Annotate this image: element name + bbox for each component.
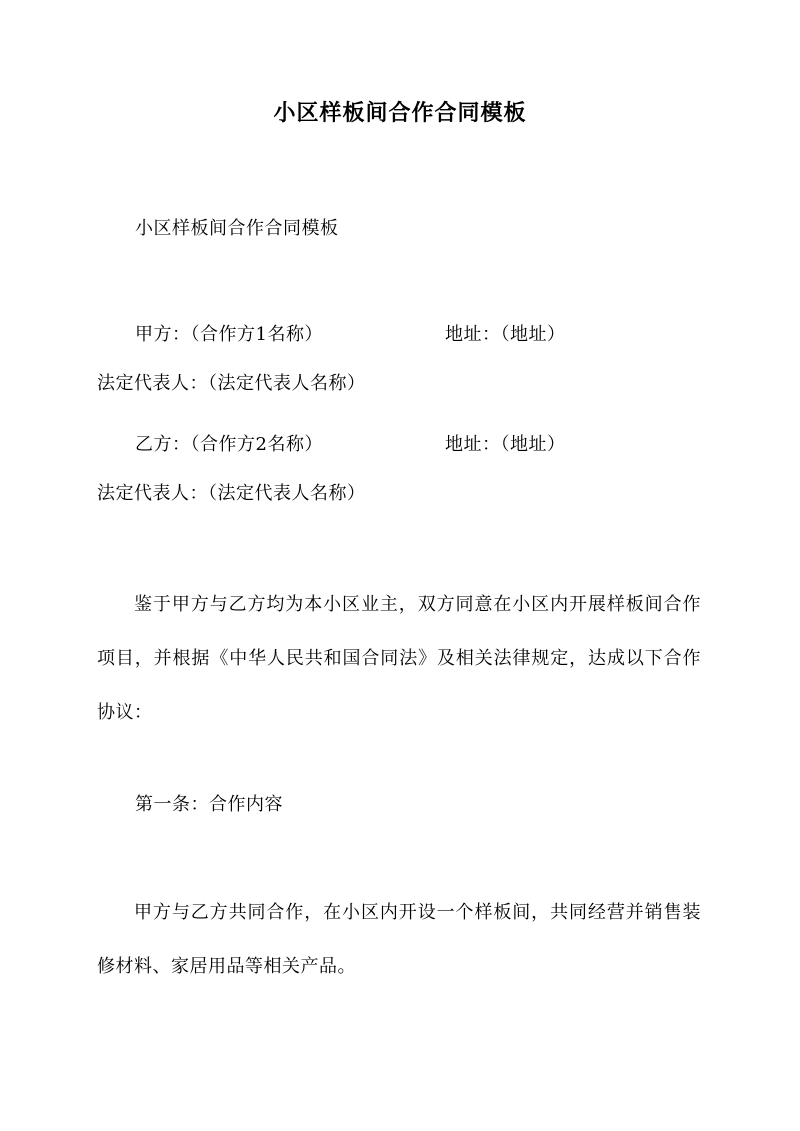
party-a-address: 地址：（地址） [445,324,566,345]
article-1-heading: 第一条：合作内容 [135,794,283,815]
party-b-legal-rep: 法定代表人：（法定代表人名称） [97,483,366,504]
article-1-body: 甲方与乙方共同合作，在小区内开设一个样板间，共同经营并销售装修材料、家居用品等相关产品。 [97,902,701,977]
party-b-address: 地址：（地址） [445,434,566,455]
party-a-name: 甲方：（合作方1名称） [135,324,323,345]
preamble-paragraph: 鉴于甲方与乙方均为本小区业主，双方同意在小区内开展样板间合作项目，并根据《中华人民共和国合同法》及相关法律规定，达成以下合作协议： [97,594,701,723]
party-a-legal-rep: 法定代表人：（法定代表人名称） [97,373,366,394]
party-b-name: 乙方：（合作方2名称） [135,434,323,455]
document-subtitle: 小区样板间合作合同模板 [135,218,339,239]
document-title: 小区样板间合作合同模板 [273,100,527,126]
